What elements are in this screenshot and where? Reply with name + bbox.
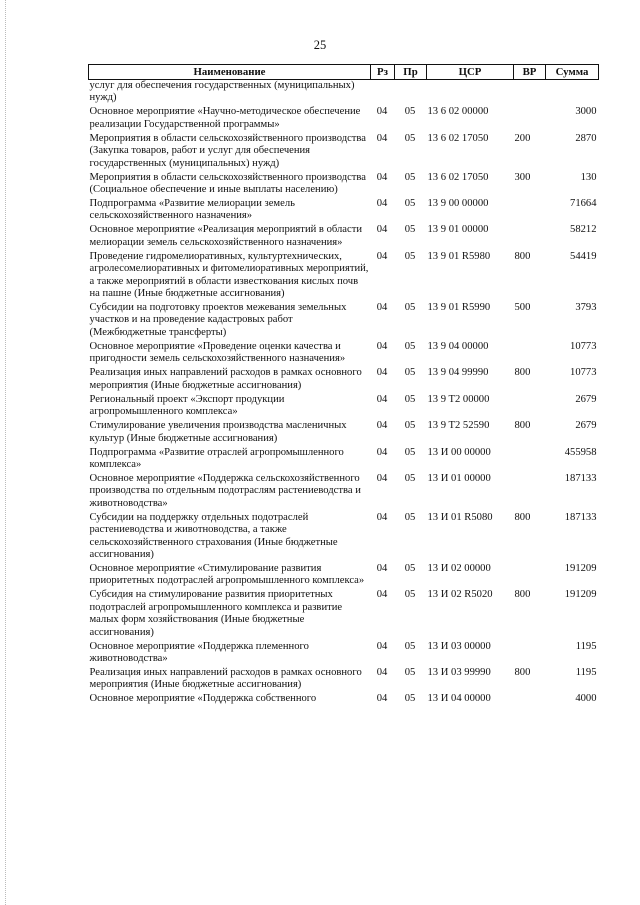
cell-rz: 04 <box>376 666 388 678</box>
cell-sum: 191209 <box>564 562 597 574</box>
cell-vr <box>514 80 546 107</box>
cell-name: Основное мероприятие «Научно-методическое обеспечение реализации Государственной программы» <box>89 106 361 130</box>
cell-csr: 13 И 04 00000 <box>427 693 491 705</box>
cell-vr: 800 <box>514 367 531 379</box>
table-row <box>89 251 599 302</box>
cell-name: Мероприятия в области сельскохозяйственного производства (Закупка товаров, работ и услуг для обеспечения государственных (муниципальных) нужд) <box>89 132 366 169</box>
cell-rz: 04 <box>376 562 388 574</box>
cell-name: Основное мероприятие «Проведение оценки качества и пригодности земель сельскохозяйственного назначения» <box>89 340 346 365</box>
header-rz: Рз <box>371 65 395 80</box>
cell-rz: 04 <box>376 589 388 601</box>
table-row <box>89 693 599 707</box>
cell-rz: 04 <box>376 446 388 458</box>
table-row <box>89 172 599 198</box>
cell-name: Подпрограмма «Развитие отраслей агропромышленного комплекса» <box>89 446 344 470</box>
cell-vr: 800 <box>514 589 531 601</box>
cell-sum: 3000 <box>575 106 597 118</box>
cell-rz: 04 <box>376 693 388 705</box>
page-number: 25 <box>313 38 327 52</box>
cell-name: Основное мероприятие «Стимулирование развития приоритетных подотраслей агропромышленного комплекса» <box>89 562 365 587</box>
cell-pr: 05 <box>404 106 416 118</box>
cell-csr: 13 9 01 R5990 <box>427 302 491 314</box>
cell-name: Подпрограмма «Развитие мелиорации земель сельскохозяйственного назначения» <box>89 198 295 222</box>
cell-vr <box>514 106 546 132</box>
cell-vr <box>514 224 546 250</box>
cell-sum: 187133 <box>564 472 597 484</box>
cell-sum: 2870 <box>575 132 597 144</box>
table-row <box>89 302 599 341</box>
cell-pr: 05 <box>404 562 416 574</box>
cell-sum: 2679 <box>575 420 597 432</box>
cell-csr: 13 9 04 99990 <box>427 367 489 379</box>
cell-sum: 58212 <box>570 224 597 236</box>
header-vr: ВР <box>514 65 546 80</box>
table-body <box>89 80 599 708</box>
cell-name: Реализация иных направлений расходов в рамках основного мероприятия (Иные бюджетные ассигнования) <box>89 367 362 391</box>
cell-sum: 3793 <box>575 302 597 314</box>
cell-pr: 05 <box>404 224 416 236</box>
cell-vr: 800 <box>514 511 531 523</box>
cell-rz: 04 <box>376 640 388 652</box>
cell-rz <box>371 80 395 107</box>
cell-sum: 2679 <box>575 393 597 405</box>
cell-csr: 13 9 01 R5980 <box>427 250 491 262</box>
cell-sum: 455958 <box>564 446 597 458</box>
table-row <box>89 641 599 667</box>
cell-pr: 05 <box>404 132 416 144</box>
cell-csr: 13 И 01 00000 <box>427 472 491 484</box>
cell-rz: 04 <box>376 106 388 118</box>
cell-pr: 05 <box>404 666 416 678</box>
cell-sum: 1195 <box>575 640 597 652</box>
cell-sum: 130 <box>580 171 597 183</box>
cell-vr <box>514 394 546 420</box>
cell-pr: 05 <box>404 171 416 183</box>
cell-vr <box>514 693 546 707</box>
cell-pr: 05 <box>404 367 416 379</box>
cell-sum: 71664 <box>570 198 597 210</box>
cell-name: Основное мероприятие «Поддержка собственного <box>89 693 317 705</box>
cell-csr: 13 6 02 17050 <box>427 132 489 144</box>
cell-vr <box>514 473 546 512</box>
table-row <box>89 80 599 107</box>
cell-vr <box>514 341 546 367</box>
table-row <box>89 447 599 473</box>
cell-sum: 54419 <box>570 250 597 262</box>
cell-sum: 191209 <box>564 589 597 601</box>
cell-pr: 05 <box>404 511 416 523</box>
cell-rz: 04 <box>376 302 388 314</box>
cell-csr: 13 6 02 00000 <box>427 106 489 118</box>
cell-pr: 05 <box>404 198 416 210</box>
cell-pr <box>395 80 427 107</box>
table-row <box>89 133 599 172</box>
table-row <box>89 420 599 446</box>
cell-vr <box>514 198 546 224</box>
cell-csr: 13 И 03 99990 <box>427 666 491 678</box>
cell-name: Мероприятия в области сельскохозяйственного производства (Социальное обеспечение и иные выплаты населению) <box>89 171 366 196</box>
cell-csr: 13 9 00 00000 <box>427 198 489 210</box>
cell-vr: 300 <box>514 171 531 183</box>
table-row <box>89 667 599 693</box>
cell-sum: 10773 <box>570 367 597 379</box>
cell-pr: 05 <box>404 446 416 458</box>
cell-csr: 13 И 01 R5080 <box>427 511 493 523</box>
header-pr: Пр <box>395 65 427 80</box>
header-name: Наименование <box>89 65 371 80</box>
table-row <box>89 589 599 640</box>
table-row <box>89 367 599 393</box>
cell-rz: 04 <box>376 171 388 183</box>
cell-pr: 05 <box>404 340 416 352</box>
cell-pr: 05 <box>404 420 416 432</box>
cell-rz: 04 <box>376 511 388 523</box>
cell-name: Субсидия на стимулирование развития приоритетных подотраслей агропромышленного комплекса и развитие малых форм хозяйствования (Иные бюджетные ассигнования) <box>89 589 343 638</box>
cell-rz: 04 <box>376 340 388 352</box>
cell-sum: 187133 <box>564 511 597 523</box>
cell-rz: 04 <box>376 367 388 379</box>
cell-pr: 05 <box>404 250 416 262</box>
cell-name: Субсидии на поддержку отдельных подотраслей растениеводства и животноводства, а также сельскохозяйственного страхования (Иные бюджетные ассигнования) <box>89 511 338 560</box>
cell-csr: 13 И 02 R5020 <box>427 589 493 601</box>
cell-rz: 04 <box>376 472 388 484</box>
cell-csr: 13 И 03 00000 <box>427 640 491 652</box>
cell-vr: 800 <box>514 420 531 432</box>
cell-csr: 13 9 04 00000 <box>427 340 489 352</box>
cell-pr: 05 <box>404 589 416 601</box>
cell-sum <box>546 80 599 107</box>
cell-rz: 04 <box>376 224 388 236</box>
cell-name: Субсидии на подготовку проектов межевания земельных участков и на проведение кадастровых работ (Межбюджетные трансферты) <box>89 302 347 338</box>
cell-name: услуг для обеспечения государственных (муниципальных) нужд) <box>89 80 355 104</box>
cell-vr <box>514 641 546 667</box>
table-row <box>89 198 599 224</box>
budget-table <box>88 64 599 707</box>
cell-csr: 13 9 01 00000 <box>427 224 489 236</box>
cell-pr: 05 <box>404 302 416 314</box>
cell-csr: 13 6 02 17050 <box>427 171 489 183</box>
cell-vr <box>514 563 546 589</box>
cell-csr: 13 9 T2 00000 <box>427 393 490 405</box>
table-row <box>89 341 599 367</box>
cell-vr: 200 <box>514 132 531 144</box>
table-header-row <box>89 65 599 80</box>
cell-name: Реализация иных направлений расходов в рамках основного мероприятия (Иные бюджетные ассигнования) <box>89 666 362 691</box>
cell-pr: 05 <box>404 693 416 705</box>
cell-rz: 04 <box>376 198 388 210</box>
cell-csr: 13 И 02 00000 <box>427 562 491 574</box>
cell-pr: 05 <box>404 472 416 484</box>
table-row <box>89 224 599 250</box>
table-row <box>89 394 599 420</box>
cell-csr: 13 9 T2 52590 <box>427 420 490 432</box>
scan-margin-line <box>5 0 7 905</box>
header-csr: ЦСР <box>427 65 514 80</box>
cell-pr: 05 <box>404 640 416 652</box>
cell-sum: 4000 <box>575 693 597 705</box>
cell-name: Основное мероприятие «Поддержка племенного животноводства» <box>89 640 309 664</box>
table-row <box>89 563 599 589</box>
cell-pr: 05 <box>404 393 416 405</box>
cell-name: Основное мероприятие «Реализация мероприятий в области мелиорации земель сельскохозяйственного назначения» <box>89 224 362 248</box>
cell-vr: 800 <box>514 250 531 262</box>
cell-vr: 800 <box>514 666 531 678</box>
table-row <box>89 512 599 563</box>
table-row <box>89 106 599 132</box>
header-sum: Сумма <box>546 65 599 80</box>
table-row <box>89 473 599 512</box>
cell-name: Проведение гидромелиоративных, культуртехнических, агролесомелиоративных и фитомелиоративных мероприятий, а также мероприятий в области известкования кислых почв на пашне (Иные бюджетные ассигнования) <box>89 250 369 300</box>
cell-sum: 1195 <box>575 666 597 678</box>
cell-rz: 04 <box>376 420 388 432</box>
cell-rz: 04 <box>376 132 388 144</box>
cell-name: Основное мероприятие «Поддержка сельскохозяйственного производства по отдельным подотраслям растениеводства и животноводства» <box>89 472 361 509</box>
cell-name: Стимулирование увеличения производства масленичных культур (Иные бюджетные ассигнования) <box>89 420 347 444</box>
cell-rz: 04 <box>376 250 388 262</box>
cell-rz: 04 <box>376 393 388 405</box>
cell-sum: 10773 <box>570 340 597 352</box>
cell-vr: 500 <box>514 302 531 314</box>
cell-name: Региональный проект «Экспорт продукции агропромышленного комплекса» <box>89 393 285 418</box>
cell-vr <box>514 447 546 473</box>
cell-csr: 13 И 00 00000 <box>427 446 491 458</box>
cell-csr <box>427 80 514 107</box>
